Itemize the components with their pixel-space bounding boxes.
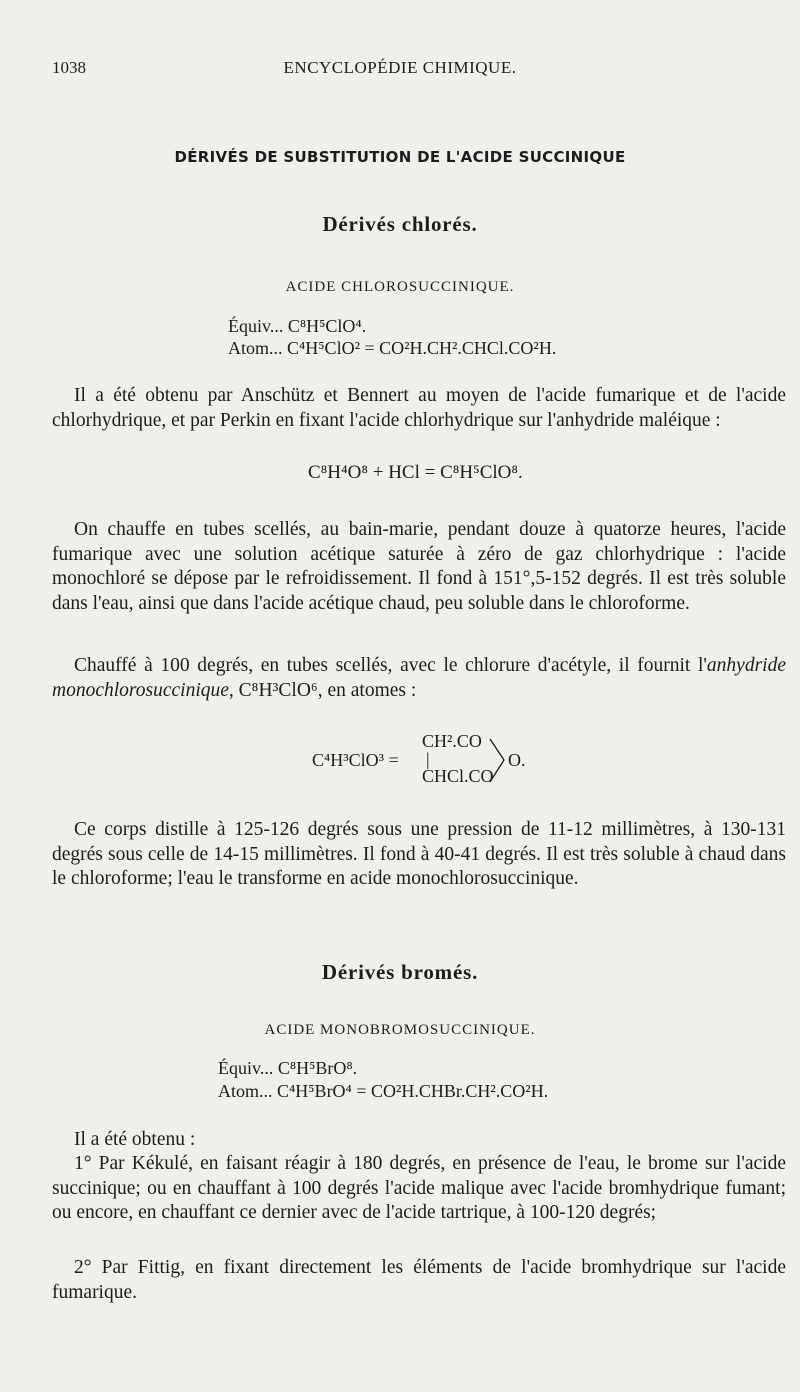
paragraph xyxy=(52,384,786,433)
paragraph xyxy=(52,1128,786,1153)
formula-bottom: CHCl.CO xyxy=(422,766,494,786)
formula-left: C⁴H³ClO³ = xyxy=(312,750,399,770)
paragraph-text: Il a été obtenu par Anschütz et Bennert au moyen de l'acide fumarique et de l'acide chlorhydrique, et par Perkin en fixant l'acide chlorhydrique sur l'anhydride maléique : xyxy=(52,385,786,431)
equiv-formula: Équiv... C⁸H⁵BrO⁸. xyxy=(218,1058,358,1078)
paragraph xyxy=(52,1152,786,1226)
text-run: Chauffé à 100 degrés, en tubes scellés, avec le chlorure d'acétyle, il fournit l' xyxy=(74,655,707,676)
chapter-title: DÉRIVÉS DE SUBSTITUTION DE L'ACIDE SUCCINIQUE xyxy=(174,148,626,166)
paragraph-text xyxy=(52,654,786,703)
bracket-icon xyxy=(488,736,510,786)
running-title: ENCYCLOPÉDIE CHIMIQUE. xyxy=(283,58,517,77)
paragraph xyxy=(52,518,786,616)
paragraph-text: Il a été obtenu : xyxy=(74,1129,196,1150)
equiv-formula: Équiv... C⁸H⁵ClO⁴. xyxy=(228,316,367,336)
formula-bond: | xyxy=(426,749,430,769)
paragraph xyxy=(52,654,786,703)
atom-formula: Atom... C⁴H⁵ClO² = CO²H.CH².CHCl.CO²H. xyxy=(228,338,557,358)
formula-top: CH².CO xyxy=(422,731,482,751)
section-heading-bromine: Dérivés bromés. xyxy=(321,960,479,984)
page-number: 1038 xyxy=(52,58,86,77)
paragraph-text: 1° Par Kékulé, en faisant réagir à 180 degrés, en présence de l'eau, le brome sur l'acide succinique; ou en chauffant à 100 degrés l'acide malique avec l'acide bromhydrique fumant; ou encore, en chauffant ce dernier avec de l'acide tartrique, à 100-120 degrés; xyxy=(52,1153,786,1223)
paragraph-text: On chauffe en tubes scellés, au bain-marie, pendant douze à quatorze heures, l'acide fumarique avec une solution acétique saturée à zéro de gaz chlorhydrique : l'acide monochloré se dépose par le refroidissement. Il fond à 151°,5-152 degrés. Il est très soluble dans l'eau, ainsi que dans l'acide acétique chaud, peu soluble dans le chloroforme. xyxy=(52,519,786,614)
reaction-equation: C⁸H⁴O⁸ + HCl = C⁸H⁵ClO⁸. xyxy=(308,462,523,483)
paragraph-text: Ce corps distille à 125-126 degrés sous une pression de 11-12 millimètres, à 130-131 degrés sous celle de 14-15 millimètres. Il fond à 40-41 degrés. Il est très soluble à chaud dans le chloroforme; l'eau le transforme en acide monochlorosuccinique. xyxy=(52,819,786,889)
formula-right: O. xyxy=(508,750,526,770)
paragraph xyxy=(52,818,786,892)
paragraph xyxy=(52,1256,786,1305)
text-run: , C⁸H³ClO⁶, en atomes : xyxy=(228,679,417,701)
italic-compound-name: anhydride monochlorosuccinique xyxy=(52,655,786,701)
atom-formula: Atom... C⁴H⁵BrO⁴ = CO²H.CHBr.CH².CO²H. xyxy=(218,1081,549,1101)
paragraph-text: 2° Par Fittig, en fixant directement les éléments de l'acide bromhydrique sur l'acide fumarique. xyxy=(52,1257,786,1303)
section-heading-chlorine: Dérivés chlorés. xyxy=(322,212,478,236)
compound-title-chlorosuccinic: ACIDE CHLOROSUCCINIQUE. xyxy=(285,279,515,295)
page-header xyxy=(52,58,748,80)
compound-title-monobromosuccinic: ACIDE MONOBROMOSUCCINIQUE. xyxy=(264,1022,536,1038)
